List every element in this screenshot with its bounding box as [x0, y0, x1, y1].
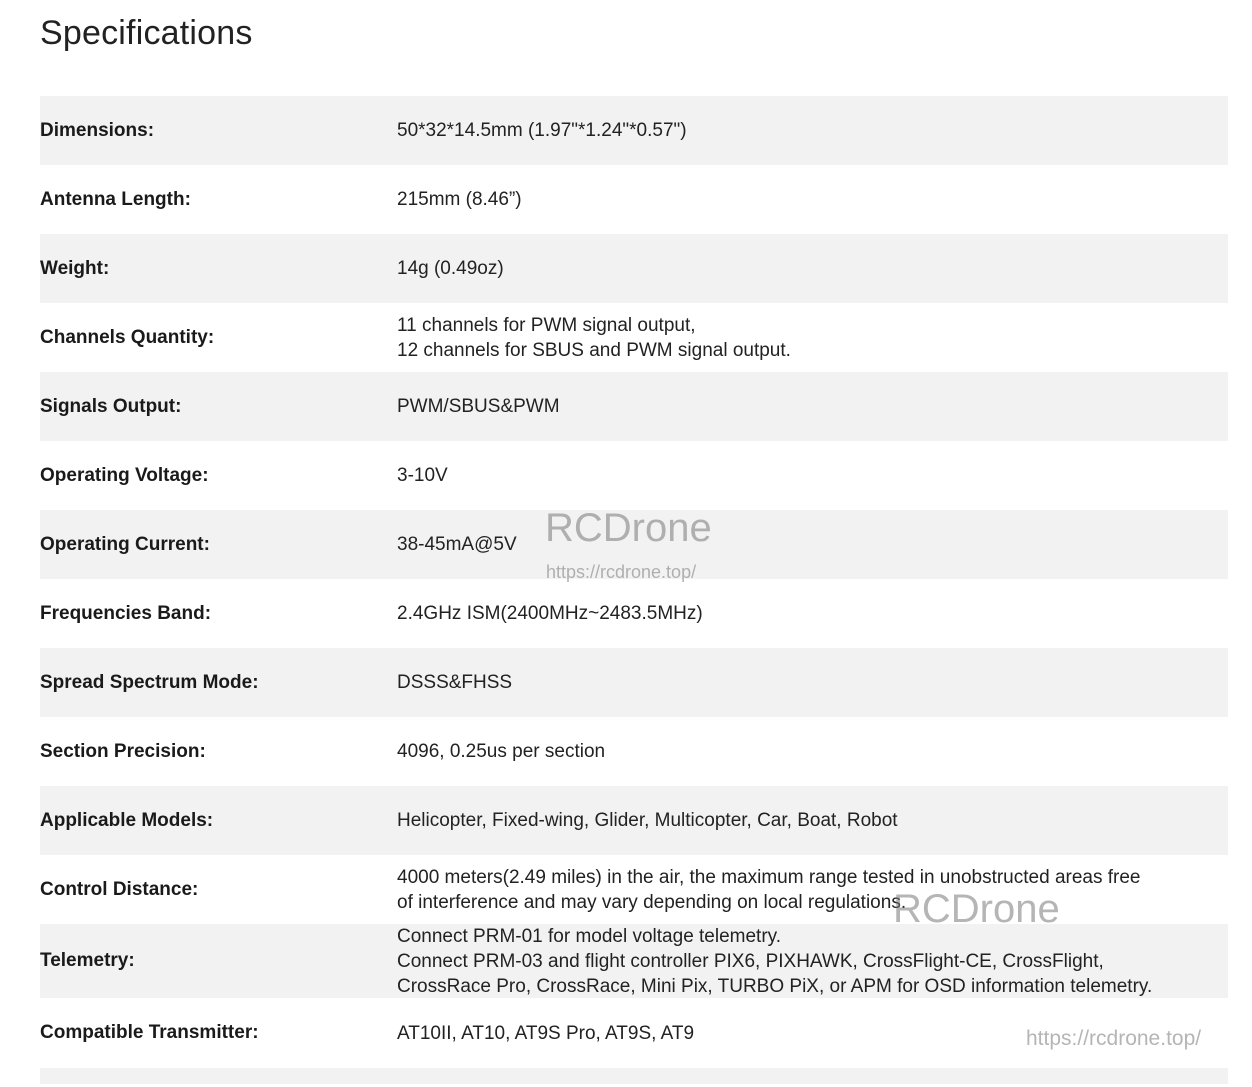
spec-row [40, 510, 1228, 579]
spec-value [397, 118, 1228, 143]
spec-value-line: 4096, 0.25us per section [397, 741, 606, 762]
spec-value-line: 38-45mA@5V [397, 534, 517, 555]
spec-value-line: 12 channels for SBUS and PWM signal output. [397, 339, 791, 361]
spec-row [40, 96, 1228, 165]
spec-value [397, 808, 1228, 833]
spec-row [40, 786, 1228, 855]
spec-value [397, 394, 1228, 419]
spec-label: Weight: [40, 257, 110, 279]
spec-value [397, 601, 1228, 626]
spec-value-line: 14g (0.49oz) [397, 258, 504, 279]
spec-label: Control Distance: [40, 878, 199, 900]
spec-value [397, 670, 1228, 695]
spec-label: Antenna Length: [40, 188, 191, 210]
spec-row [40, 234, 1228, 303]
spec-row [40, 648, 1228, 717]
spec-label: Section Precision: [40, 740, 206, 762]
spec-value [397, 187, 1228, 212]
spec-value [397, 256, 1228, 281]
spec-row [40, 441, 1228, 510]
spec-label: Operating Voltage: [40, 464, 209, 486]
spec-table [40, 96, 1228, 1084]
spec-label: Compatible Transmitter: [40, 1022, 259, 1043]
spec-label: Dimensions: [40, 119, 155, 141]
spec-value-line: 215mm (8.46”) [397, 189, 522, 210]
spec-row [40, 165, 1228, 234]
spec-value [397, 313, 1228, 363]
spec-value [397, 739, 1228, 764]
spec-row [40, 303, 1228, 372]
table-bottom-strip [40, 1068, 1228, 1084]
spec-label: Spread Spectrum Mode: [40, 671, 259, 693]
spec-label: Frequencies Band: [40, 602, 212, 624]
spec-value-line: PWM/SBUS&PWM [397, 396, 560, 417]
spec-label: Applicable Models: [40, 809, 214, 831]
spec-value-line: 4000 meters(2.49 miles) in the air, the maximum range tested in unobstructed areas free [397, 866, 1141, 888]
spec-value [397, 463, 1228, 488]
watermark-url-center: https://rcdrone.top/ [546, 562, 697, 582]
spec-value [397, 1021, 1228, 1046]
watermark-logo-center: RCDrone [545, 506, 712, 550]
spec-value-line: CrossRace Pro, CrossRace, Mini Pix, TURBO PiX, or APM for OSD information telemetry. [397, 975, 1153, 997]
spec-label: Channels Quantity: [40, 326, 215, 348]
spec-row [40, 998, 1228, 1068]
spec-value [397, 924, 1228, 999]
spec-value-line: AT10II, AT10, AT9S Pro, AT9S, AT9 [397, 1022, 695, 1044]
watermark-url-lower: https://rcdrone.top/ [1026, 1027, 1202, 1050]
spec-label: Operating Current: [40, 533, 210, 555]
spec-row [40, 855, 1228, 924]
spec-row [40, 924, 1228, 998]
spec-value-line: DSSS&FHSS [397, 672, 513, 693]
spec-label: Telemetry: [40, 950, 135, 971]
page-title: Specifications [40, 14, 253, 52]
spec-value-line: Helicopter, Fixed-wing, Glider, Multicopter, Car, Boat, Robot [397, 810, 898, 831]
spec-label: Signals Output: [40, 395, 182, 417]
spec-value-line: of interference and may vary depending on local regulations. [397, 891, 907, 913]
spec-row [40, 579, 1228, 648]
spec-value [397, 865, 1228, 915]
spec-value-line: Connect PRM-03 and flight controller PIX6, PIXHAWK, CrossFlight-CE, CrossFlight, [397, 950, 1104, 972]
spec-value-line: 50*32*14.5mm (1.97"*1.24"*0.57") [397, 120, 687, 141]
spec-row [40, 717, 1228, 786]
spec-value-line: 11 channels for PWM signal output, [397, 314, 696, 336]
spec-value-line: 3-10V [397, 465, 448, 486]
watermark-logo-lower: RCDrone [893, 887, 1060, 931]
spec-value [397, 532, 1228, 557]
spec-row [40, 372, 1228, 441]
spec-value-line: Connect PRM-01 for model voltage telemetry. [397, 925, 782, 947]
spec-value-line: 2.4GHz ISM(2400MHz~2483.5MHz) [397, 603, 703, 624]
